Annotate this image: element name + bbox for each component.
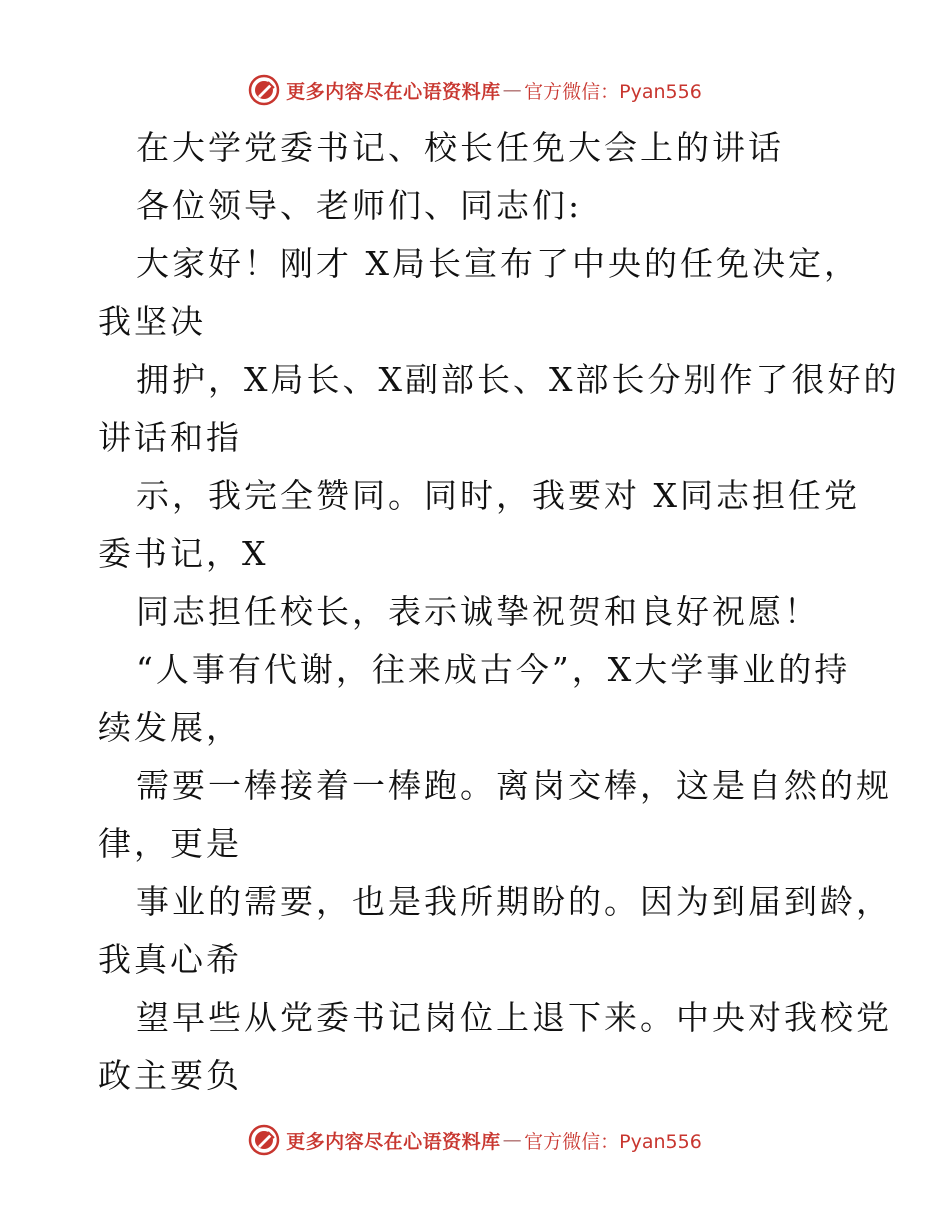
text-line: 委书记，X (98, 534, 269, 573)
header-watermark (0, 72, 950, 108)
watermark-wechat: 官方微信：Pyan556 (524, 80, 702, 103)
pen-logo-icon (248, 74, 280, 106)
text-line: 我坚决 (98, 302, 206, 341)
text-line: 律，更是 (98, 824, 242, 863)
watermark-text: 更多内容尽在心语资料库 (286, 1130, 501, 1153)
text-line: 事业的需要，也是我所期盼的。因为到届到龄， (136, 882, 892, 921)
text-line: 大家好！刚才 X局长宣布了中央的任免决定， (136, 244, 860, 283)
text-line: 政主要负 (98, 1056, 242, 1095)
text-line: 讲话和指 (98, 418, 242, 457)
watermark-text: 更多内容尽在心语资料库 (286, 80, 501, 103)
pen-logo-icon (248, 1124, 280, 1156)
footer-watermark (0, 1122, 950, 1158)
text-line: 需要一棒接着一棒跑。离岗交棒，这是自然的规 (136, 766, 892, 805)
watermark-wechat: 官方微信：Pyan556 (524, 1130, 702, 1153)
text-line: 我真心希 (98, 940, 242, 979)
salutation: 各位领导、老师们、同志们: (136, 186, 583, 225)
text-line: “人事有代谢，往来成古今”，X大学事业的持 (136, 650, 851, 689)
text-line: 拥护，X局长、X副部长、X部长分别作了很好的 (136, 360, 900, 399)
text-line: 望早些从党委书记岗位上退下来。中央对我校党 (136, 998, 892, 1037)
text-line: 续发展， (98, 708, 242, 747)
watermark-separator: — (502, 1129, 523, 1151)
watermark-separator: — (502, 79, 523, 101)
document-title: 在大学党委书记、校长任免大会上的讲话 (136, 128, 784, 167)
text-line: 同志担任校长，表示诚挚祝贺和良好祝愿！ (136, 592, 820, 631)
text-line: 示，我完全赞同。同时，我要对 X同志担任党 (136, 476, 860, 515)
